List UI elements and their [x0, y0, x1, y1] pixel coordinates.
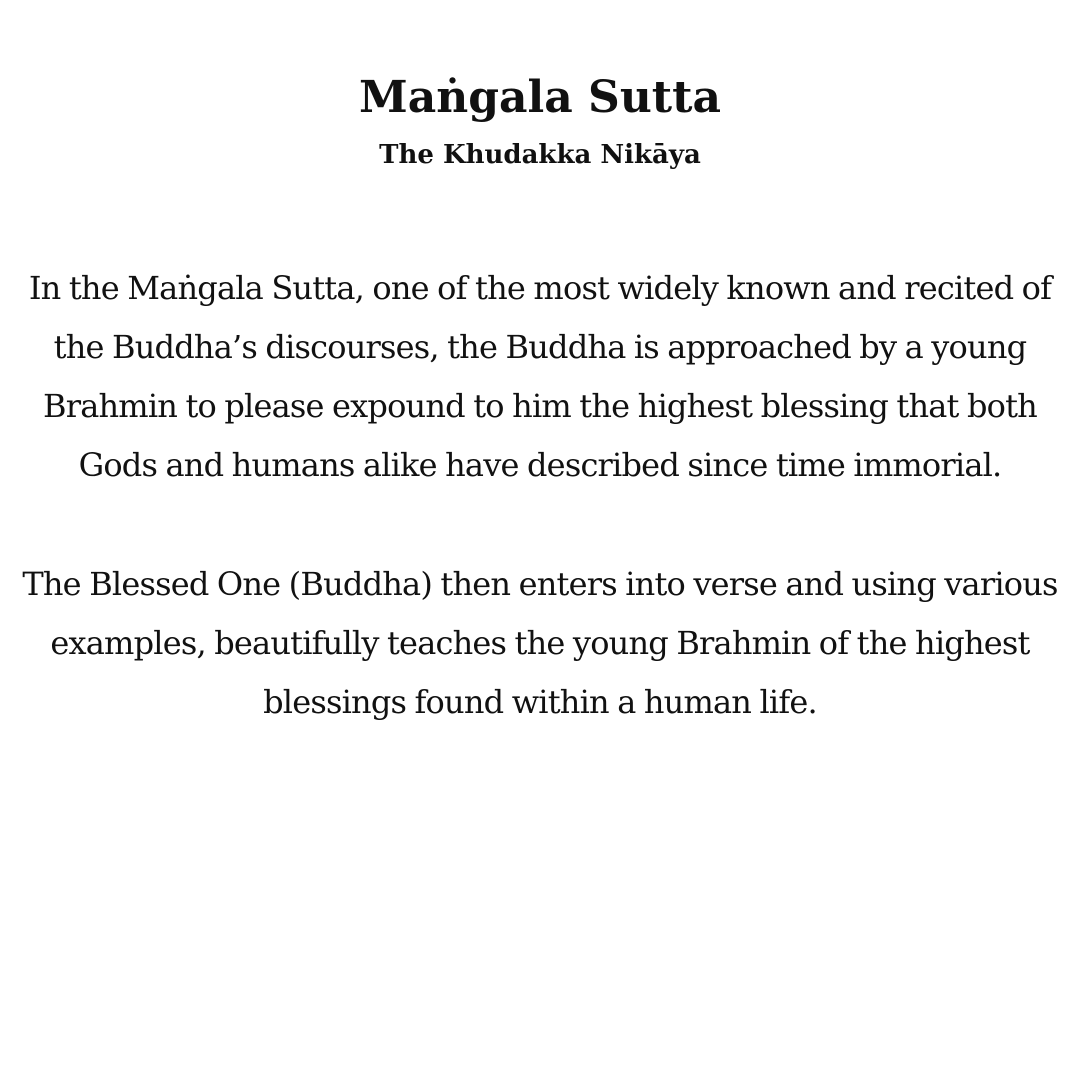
- page-subtitle: The Khudakka Nikāya: [379, 140, 701, 170]
- intro-paragraph: In the Maṅgala Sutta, one of the most widely known and recited of the Buddha’s discourses, the Buddha is approached by a young Brahmin to please expound to him the highest blessing that both Gods and humans alike have described since time immorial.: [28, 269, 1052, 484]
- page-title: Maṅgala Sutta: [359, 72, 721, 123]
- verse-paragraph: The Blessed One (Buddha) then enters into verse and using various examples, beautifully teaches the young Brahmin of the highest blessings found within a human life.: [22, 565, 1058, 721]
